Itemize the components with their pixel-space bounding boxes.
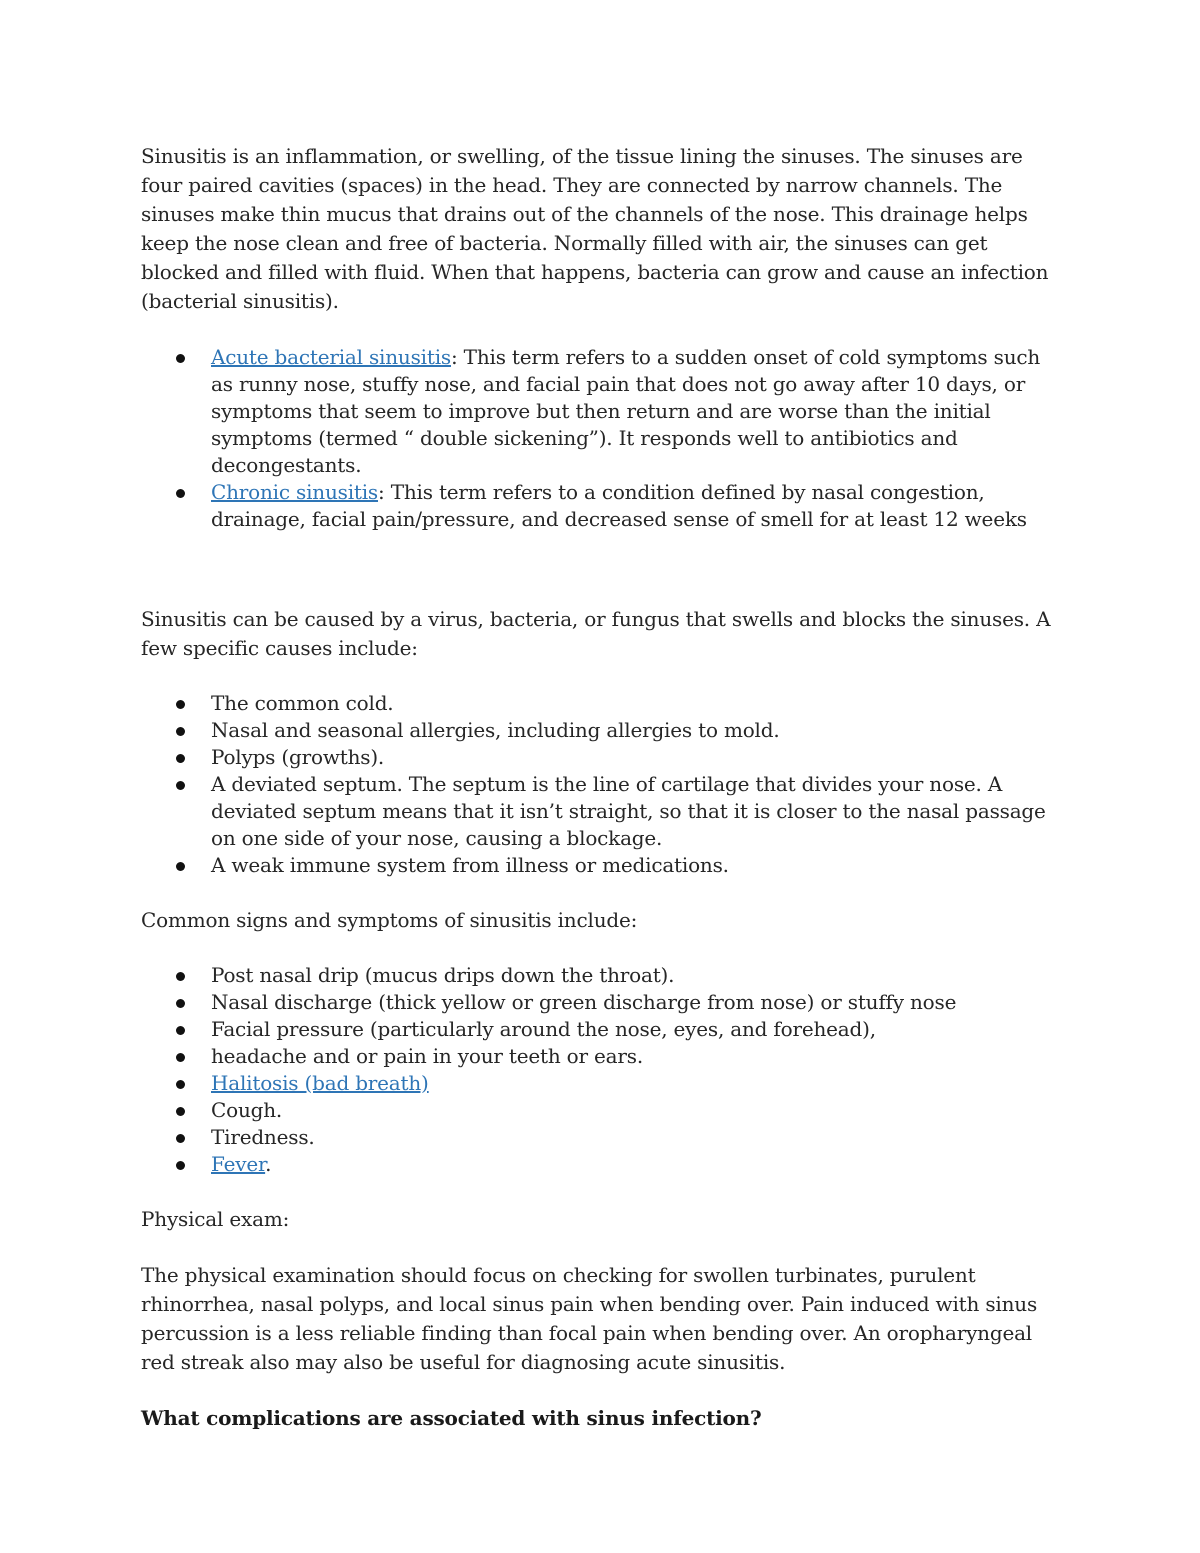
acute-bacterial-sinusitis-link[interactable]: Acute bacterial sinusitis xyxy=(211,345,451,369)
causes-list xyxy=(141,690,1061,879)
sinusitis-types-list xyxy=(141,344,1061,533)
bullet-icon xyxy=(176,700,185,709)
bullet-icon xyxy=(176,489,185,498)
bullet-icon xyxy=(176,354,185,363)
list-item xyxy=(141,1070,1061,1097)
list-item-text: Polyps (growths). xyxy=(211,745,385,769)
list-item xyxy=(141,852,1061,879)
list-item xyxy=(141,962,1061,989)
causes-intro-paragraph: Sinusitis can be caused by a virus, bacteria, or fungus that swells and blocks the sinuses. A few specific causes include: xyxy=(141,607,1051,660)
list-item xyxy=(141,771,1061,852)
signs-list xyxy=(141,962,1061,1178)
list-item xyxy=(141,479,1061,533)
bullet-icon xyxy=(176,727,185,736)
halitosis-link[interactable]: Halitosis (bad breath) xyxy=(211,1071,429,1095)
list-item xyxy=(141,1151,1061,1178)
bullet-icon xyxy=(176,1026,185,1035)
list-item-text: Post nasal drip (mucus drips down the throat). xyxy=(211,963,675,987)
list-item xyxy=(141,989,1061,1016)
bullet-icon xyxy=(176,1053,185,1062)
list-item xyxy=(141,1124,1061,1151)
list-item xyxy=(141,717,1061,744)
complications-heading: What complications are associated with sinus infection? xyxy=(141,1406,762,1430)
bullet-icon xyxy=(176,1080,185,1089)
list-item-text: Tiredness. xyxy=(211,1125,315,1149)
chronic-sinusitis-link[interactable]: Chronic sinusitis xyxy=(211,480,379,504)
physical-exam-paragraph: The physical examination should focus on checking for swollen turbinates, purulent rhinorrhea, nasal polyps, and local sinus pain when bending over. Pain induced with sinus percussion is a less reliable finding than focal pain when bending over. An oropharyngeal red streak also may also be useful for diagnosing acute sinusitis. xyxy=(141,1263,1038,1374)
list-item xyxy=(141,1097,1061,1124)
list-item-text: Cough. xyxy=(211,1098,283,1122)
list-item xyxy=(141,1043,1061,1070)
list-item-text: headache and or pain in your teeth or ears. xyxy=(211,1044,643,1068)
physical-exam-label: Physical exam: xyxy=(141,1207,290,1231)
list-item-text: : This term refers to a sudden onset of cold symptoms such as runny nose, stuffy nose, and facial pain that does not go away after 10 days, or symptoms that seem to improve but then return and are worse than the initial symptoms (termed “ double sickening”). It responds well to antibiotics and decongestants. xyxy=(211,345,1041,477)
bullet-icon xyxy=(176,754,185,763)
intro-paragraph: Sinusitis is an inflammation, or swelling, of the tissue lining the sinuses. The sinuses are four paired cavities (spaces) in the head. They are connected by narrow channels. The sinuses make thin mucus that drains out of the channels of the nose. This drainage helps keep the nose clean and free of bacteria. Normally filled with air, the sinuses can get blocked and filled with fluid. When that happens, bacteria can grow and cause an infection (bacterial sinusitis). xyxy=(141,144,1049,313)
bullet-icon xyxy=(176,862,185,871)
list-item-text: Nasal discharge (thick yellow or green discharge from nose) or stuffy nose xyxy=(211,990,957,1014)
list-item xyxy=(141,1016,1061,1043)
bullet-icon xyxy=(176,999,185,1008)
bullet-icon xyxy=(176,1107,185,1116)
list-item-text: Nasal and seasonal allergies, including allergies to mold. xyxy=(211,718,780,742)
bullet-icon xyxy=(176,781,185,790)
bullet-icon xyxy=(176,972,185,981)
list-item-text: Facial pressure (particularly around the nose, eyes, and forehead), xyxy=(211,1017,876,1041)
bullet-icon xyxy=(176,1161,185,1170)
signs-intro-paragraph: Common signs and symptoms of sinusitis include: xyxy=(141,908,638,932)
list-item xyxy=(141,690,1061,717)
bullet-icon xyxy=(176,1134,185,1143)
list-item xyxy=(141,744,1061,771)
list-item-text: The common cold. xyxy=(211,691,394,715)
list-item-text: A deviated septum. The septum is the line of cartilage that divides your nose. A deviated septum means that it isn’t straight, so that it is closer to the nasal passage on one side of your nose, causing a blockage. xyxy=(211,772,1046,850)
document-page xyxy=(141,142,1061,1433)
list-item-text: A weak immune system from illness or medications. xyxy=(211,853,729,877)
list-item-text: : This term refers to a condition defined by nasal congestion, drainage, facial pain/pressure, and decreased sense of smell for at least 12 weeks xyxy=(211,480,1027,531)
list-item xyxy=(141,344,1061,479)
list-item-text: . xyxy=(265,1152,272,1176)
fever-link[interactable]: Fever xyxy=(211,1152,266,1176)
